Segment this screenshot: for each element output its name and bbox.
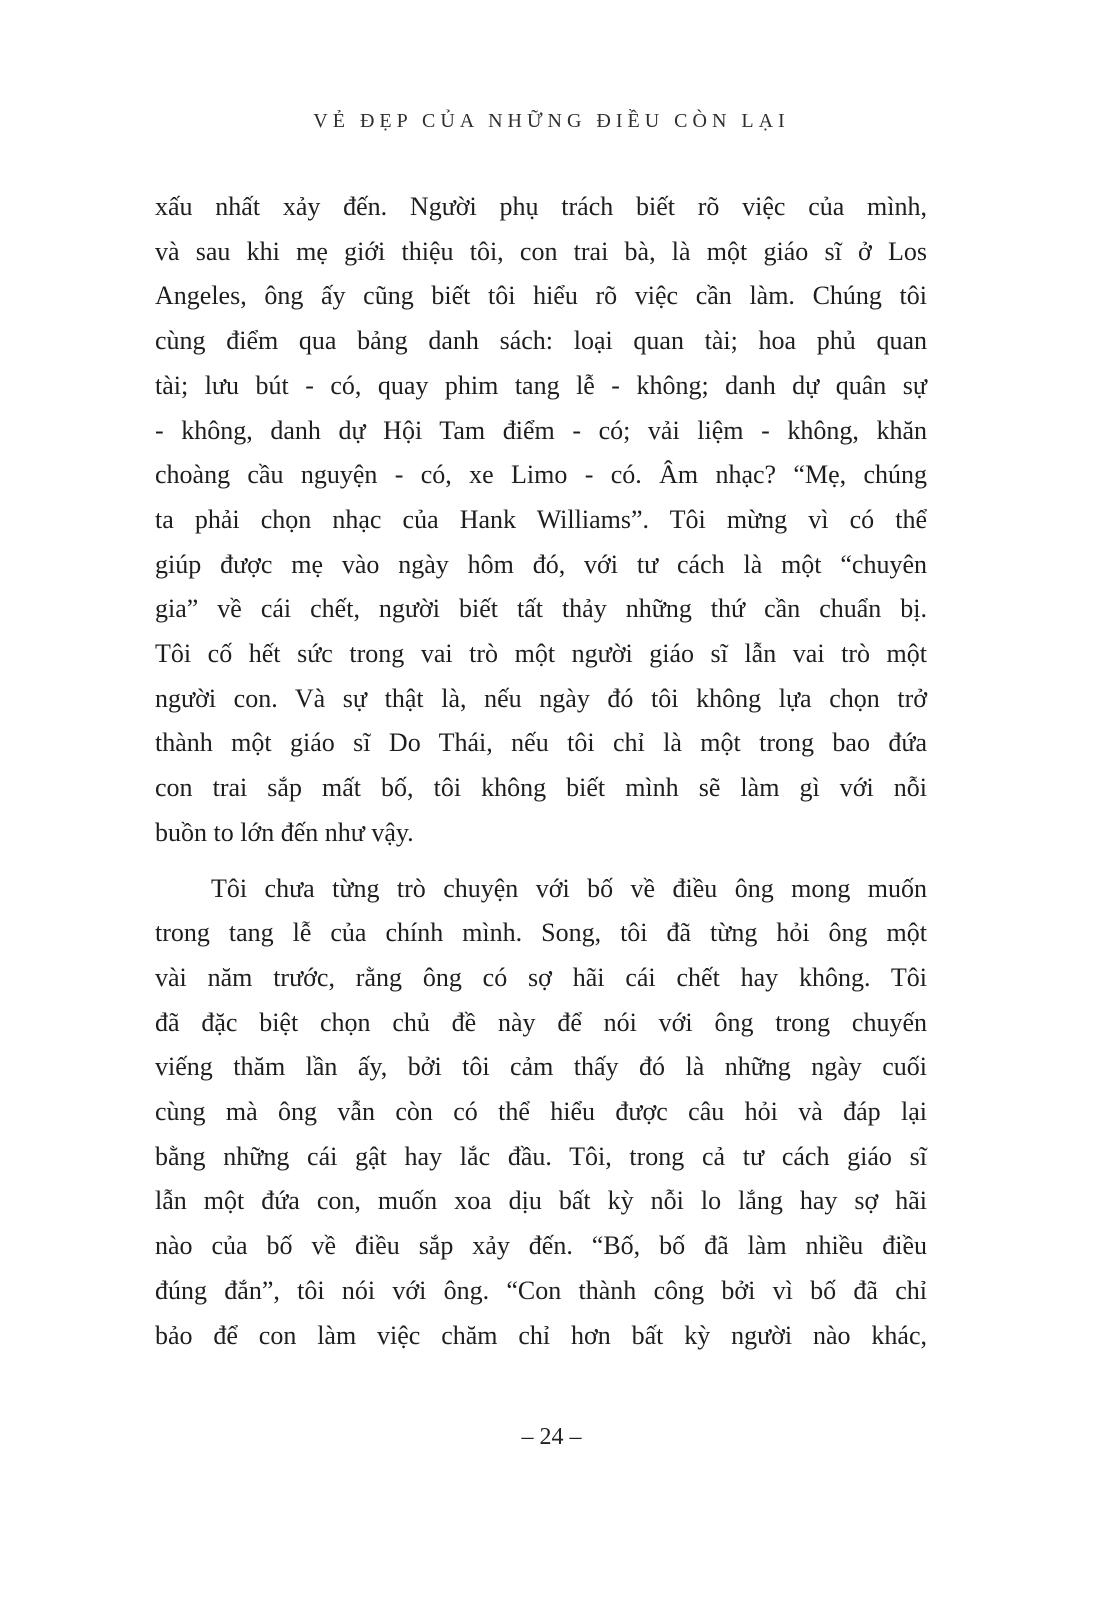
text-line: thành một giáo sĩ Do Thái, nếu tôi chỉ là một trong bao đứa	[155, 728, 927, 758]
text-line: lẫn một đứa con, muốn xoa dịu bất kỳ nỗi lo lắng hay sợ hãi	[155, 1186, 927, 1216]
text-line: con trai sắp mất bố, tôi không biết mình sẽ làm gì với nỗi	[155, 773, 927, 803]
text-line: Angeles, ông ấy cũng biết tôi hiểu rõ việc cần làm. Chúng tôi	[155, 281, 927, 311]
text-line: - không, danh dự Hội Tam điểm - có; vải liệm - không, khăn	[155, 415, 927, 445]
text-line: đã đặc biệt chọn chủ đề này để nói với ông trong chuyến	[155, 1007, 927, 1037]
text-line: nào của bố về điều sắp xảy đến. “Bố, bố đã làm nhiều điều	[155, 1231, 927, 1261]
text-line: gia” về cái chết, người biết tất thảy những thứ cần chuẩn bị.	[155, 594, 927, 624]
page-number: – 24 –	[521, 1424, 582, 1450]
text-line: choàng cầu nguyện - có, xe Limo - có. Âm nhạc? “Mẹ, chúng	[155, 460, 927, 490]
text-line: Tôi cố hết sức trong vai trò một người giáo sĩ lẫn vai trò một	[155, 639, 927, 669]
text-line: đúng đắn”, tôi nói với ông. “Con thành công bởi vì bố đã chỉ	[155, 1275, 927, 1305]
text-line: người con. Và sự thật là, nếu ngày đó tôi không lựa chọn trở	[155, 683, 927, 713]
text-line: trong tang lễ của chính mình. Song, tôi đã từng hỏi ông một	[155, 918, 927, 948]
text-line: cùng điểm qua bảng danh sách: loại quan tài; hoa phủ quan	[155, 326, 927, 356]
paragraph	[155, 867, 927, 1359]
text-line: viếng thăm lần ấy, bởi tôi cảm thấy đó là những ngày cuối	[155, 1052, 927, 1082]
text-line: xấu nhất xảy đến. Người phụ trách biết rõ việc của mình,	[155, 192, 927, 221]
running-header: VẺ ĐẸP CỦA NHỮNG ĐIỀU CÒN LẠI	[313, 110, 790, 132]
text-line: và sau khi mẹ giới thiệu tôi, con trai bà, là một giáo sĩ ở Los	[155, 236, 927, 266]
text-line: bằng những cái gật hay lắc đầu. Tôi, trong cả tư cách giáo sĩ	[155, 1141, 927, 1171]
text-line: vài năm trước, rằng ông có sợ hãi cái chết hay không. Tôi	[155, 962, 927, 992]
text-line: giúp được mẹ vào ngày hôm đó, với tư cách là một “chuyên	[155, 549, 927, 579]
text-line: bảo để con làm việc chăm chỉ hơn bất kỳ người nào khác,	[155, 1320, 927, 1350]
text-line: tài; lưu bút - có, quay phim tang lễ - không; danh dự quân sự	[155, 370, 927, 400]
paragraph	[155, 185, 927, 856]
text-line: ta phải chọn nhạc của Hank Williams”. Tôi mừng vì có thể	[155, 504, 927, 534]
text-line: cùng mà ông vẫn còn có thể hiểu được câu hỏi và đáp lại	[155, 1097, 927, 1127]
text-block	[155, 185, 927, 1358]
text-line: buồn to lớn đến như vậy.	[155, 817, 414, 847]
text-line: Tôi chưa từng trò chuyện với bố về điều ông mong muốn	[211, 873, 927, 903]
